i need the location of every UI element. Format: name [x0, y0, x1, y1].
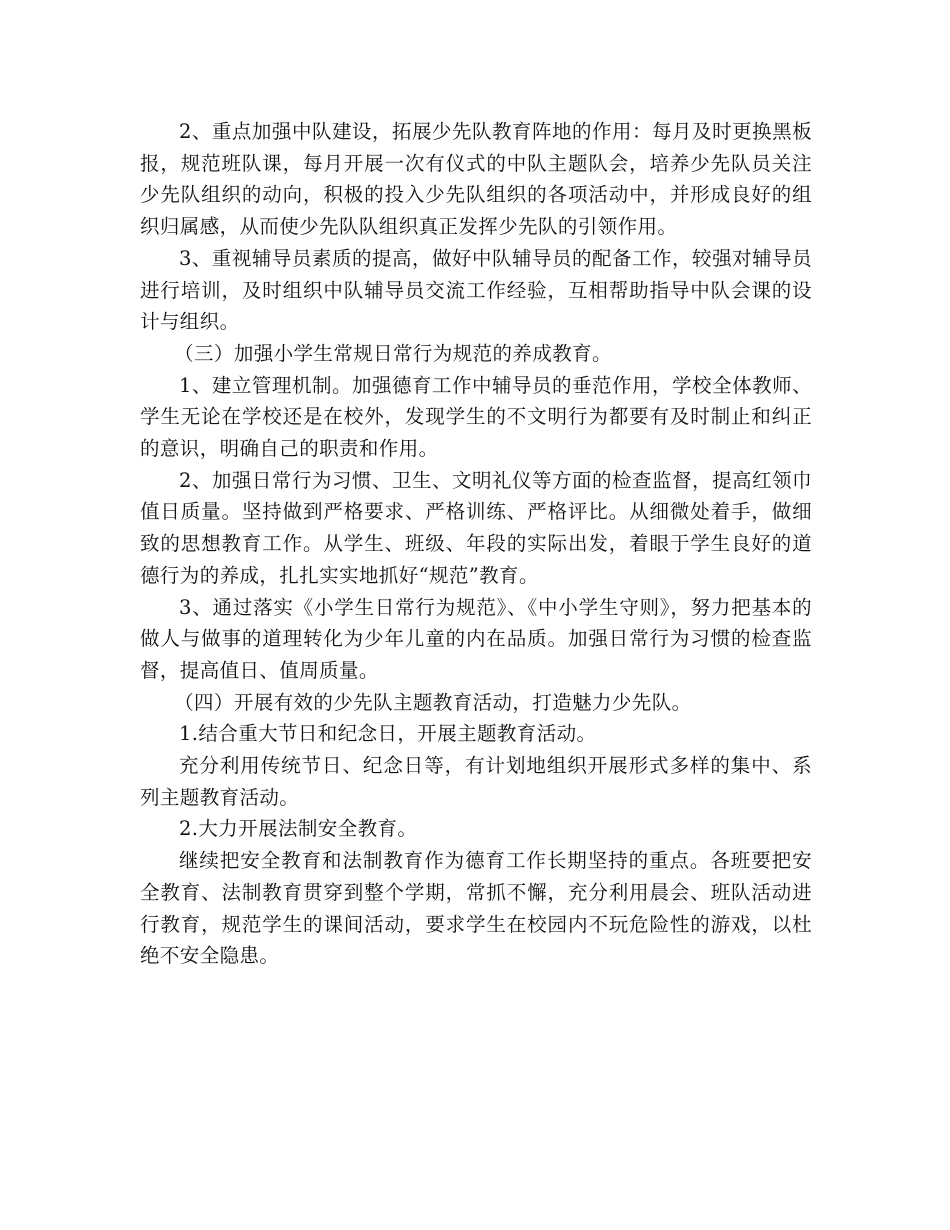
- paragraph-counselor-quality: 3、重视辅导员素质的提高，做好中队辅导员的配备工作，较强对辅导员进行培训，及时组织中队辅导员交流工作经验，互相帮助指导中队会课的设计与组织。: [140, 246, 812, 334]
- subheading-festivals: 1.结合重大节日和纪念日，开展主题教育活动。: [179, 722, 597, 746]
- subheading-legal-safety: 2.大力开展法制安全教育。: [179, 817, 418, 841]
- paragraph-festivals: 充分利用传统节日、纪念日等，有计划地组织开展形式多样的集中、系列主题教育活动。: [140, 754, 812, 809]
- section-heading-3: （三）加强小学生常规日常行为规范的养成教育。: [174, 341, 612, 365]
- paragraph-management-mechanism: 1、建立管理机制。加强德育工作中辅导员的垂范作用，学校全体教师、学生无论在学校还是在校外，发现学生的不文明行为都要有及时制止和纠正的意识，明确自己的职责和作用。: [140, 373, 812, 461]
- paragraph-daily-behavior: 2、加强日常行为习惯、卫生、文明礼仪等方面的检查监督，提高红领巾值日质量。坚持做到严格要求、严格训练、严格评比。从细微处着手，做细致的思想教育工作。从学生、班级、年段的实际出发，着眼于学生良好的道德行为的养成，扎扎实实地抓好“规范”教育。: [140, 468, 812, 587]
- document-body: [140, 116, 812, 972]
- paragraph-legal-safety: 继续把安全教育和法制教育作为德育工作长期坚持的重点。各班要把安全教育、法制教育贯穿到整个学期，常抓不懈，充分利用晨会、班队活动进行教育，规范学生的课间活动，要求学生在校园内不玩危险性的游戏，以杜绝不安全隐患。: [140, 849, 812, 968]
- paragraph-code-of-conduct: 3、通过落实《小学生日常行为规范》、《中小学生守则》，努力把基本的做人与做事的道理转化为少年儿童的内在品质。加强日常行为习惯的检查监督，提高值日、值周质量。: [140, 595, 812, 682]
- section-heading-4: （四）开展有效的少先队主题教育活动，打造魅力少先队。: [174, 690, 692, 714]
- paragraph-squadron-building: 2、重点加强中队建设，拓展少先队教育阵地的作用：每月及时更换黑板报，规范班队课，每月开展一次有仪式的中队主题队会，培养少先队员关注少先队组织的动向，积极的投入少先队组织的各项活动中，并形成良好的组织归属感，从而使少先队队组织真正发挥少先队的引领作用。: [140, 120, 812, 239]
